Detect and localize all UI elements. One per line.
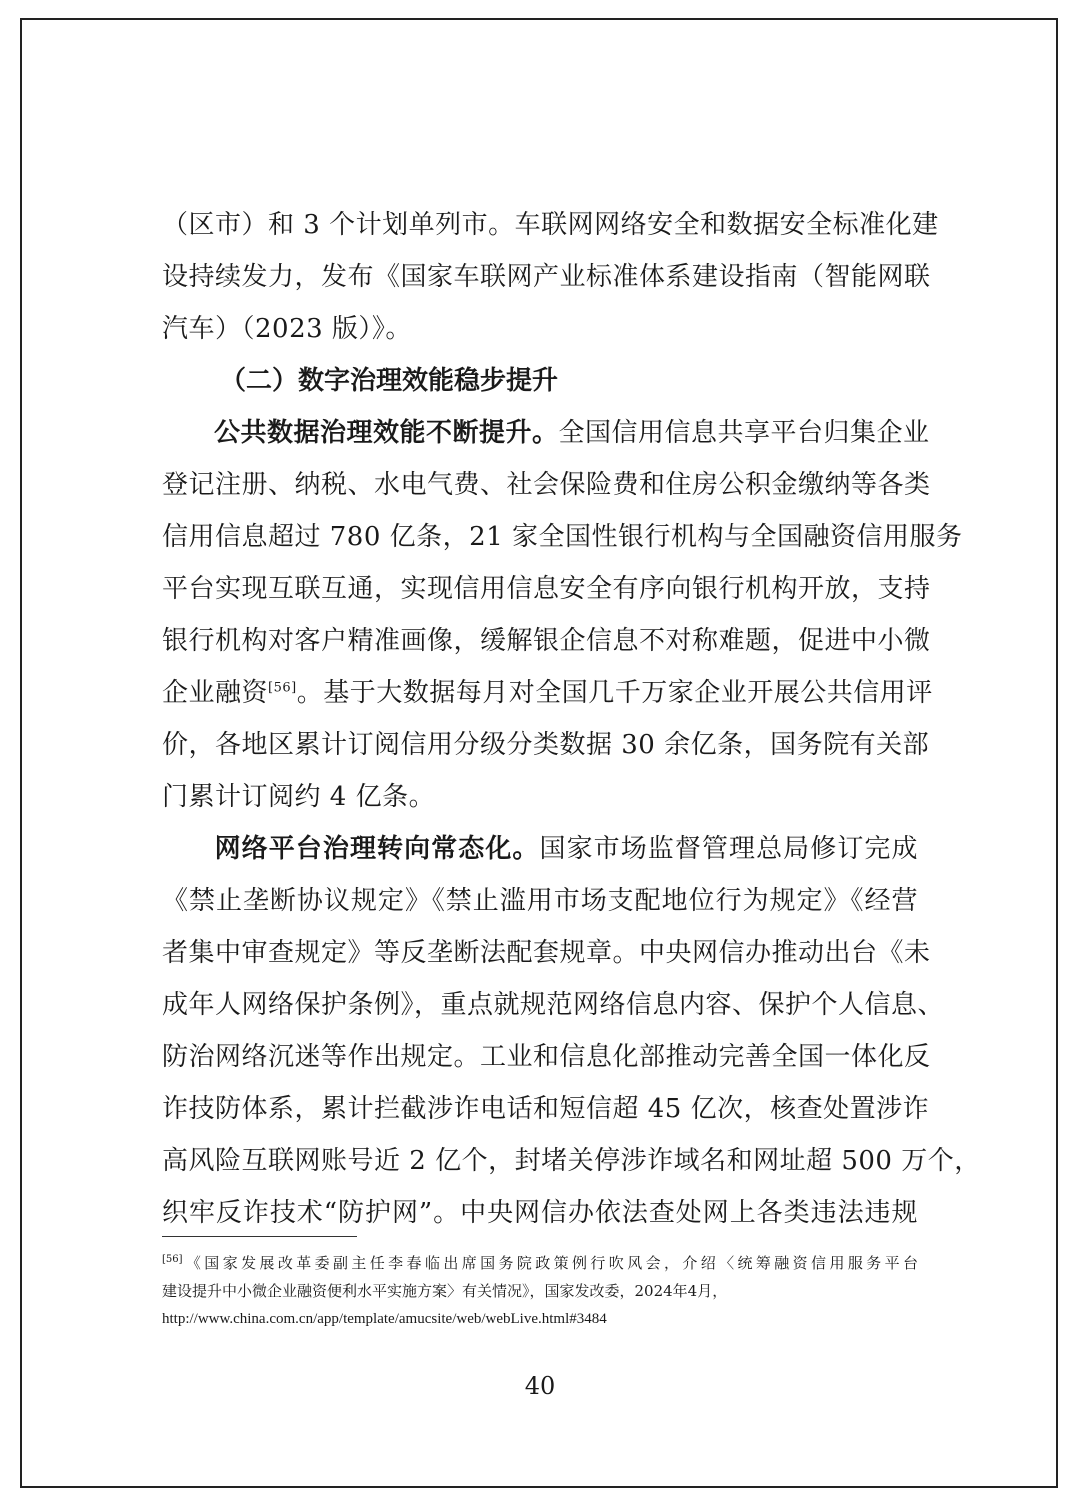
- para2-line1-rest: 国家市场监督管理总局修订完成: [539, 834, 918, 864]
- ref-post: 。基于大数据每月对全国几千万家企业开展公共信用评: [296, 678, 933, 708]
- body-line: 防治网络沉迷等作出规定。工业和信息化部推动完善全国一体化反: [162, 1042, 931, 1072]
- body-line: 登记注册、纳税、水电气费、社会保险费和住房公积金缴纳等各类: [162, 470, 931, 500]
- body-line: （区市）和 3 个计划单列市。车联网网络安全和数据安全标准化建: [162, 210, 939, 240]
- footnote-text-1: 《国家发展改革委副主任李春临出席国务院政策例行吹风会，介绍〈统筹融资信用服务平台: [182, 1254, 918, 1272]
- page-number: 40: [524, 1372, 556, 1400]
- body-line: 银行机构对客户精准画像，缓解银企信息不对称难题，促进中小微: [162, 626, 931, 656]
- para2-first-line: [162, 829, 918, 869]
- footnote-ref: [56]: [268, 680, 297, 696]
- body-line: 设持续发力，发布《国家车联网产业标准体系建设指南（智能网联: [162, 262, 931, 292]
- section-heading: （二）数字治理效能稳步提升: [220, 366, 559, 396]
- para1-lead: 公共数据治理效能不断提升。: [214, 418, 559, 448]
- para1-ref-line: [162, 673, 933, 713]
- ref-pre: 企业融资: [162, 678, 269, 708]
- body-line: 汽车）（2023 版）》。: [162, 314, 412, 344]
- body-line: 成年人网络保护条例》，重点就规范网络信息内容、保护个人信息、: [162, 990, 945, 1020]
- body-line: 价，各地区累计订阅信用分级分类数据 30 余亿条，国务院有关部: [162, 730, 930, 760]
- footnote-url: http://www.china.com.cn/app/template/amucsite/web/webLive.html#3484: [162, 1311, 607, 1327]
- body-line: 平台实现互联互通，实现信用信息安全有序向银行机构开放，支持: [162, 574, 931, 604]
- body-line: 者集中审查规定》等反垄断法配套规章。中央网信办推动出台《未: [162, 938, 931, 968]
- para1-first-line: [162, 413, 930, 453]
- body-line: 高风险互联网账号近 2 亿个，封堵关停涉诈域名和网址超 500 万个，: [162, 1146, 981, 1176]
- body-line: 《禁止垄断协议规定》《禁止滥用市场支配地位行为规定》《经营: [162, 886, 918, 916]
- footnote-line-2: 建设提升中小微企业融资便利水平实施方案〉有关情况》，国家发改委，2024年4月，: [162, 1282, 728, 1300]
- body-line: 织牢反诈技术“防护网”。中央网信办依法查处网上各类违法违规: [162, 1198, 918, 1228]
- para1-line1-rest: 全国信用信息共享平台归集企业: [558, 418, 930, 448]
- body-line: 诈技防体系，累计拦截涉诈电话和短信超 45 亿次，核查处置涉诈: [162, 1094, 930, 1124]
- para2-lead: 网络平台治理转向常态化。: [214, 834, 540, 864]
- body-line: 门累计订阅约 4 亿条。: [162, 782, 436, 812]
- body-text: [162, 0, 981, 1240]
- footnote-line-1: [162, 1250, 918, 1276]
- footnote-separator: [162, 1236, 357, 1237]
- footnote-mark: [56]: [162, 1254, 183, 1265]
- body-line: 信用信息超过 780 亿条，21 家全国性银行机构与全国融资信用服务: [162, 522, 963, 552]
